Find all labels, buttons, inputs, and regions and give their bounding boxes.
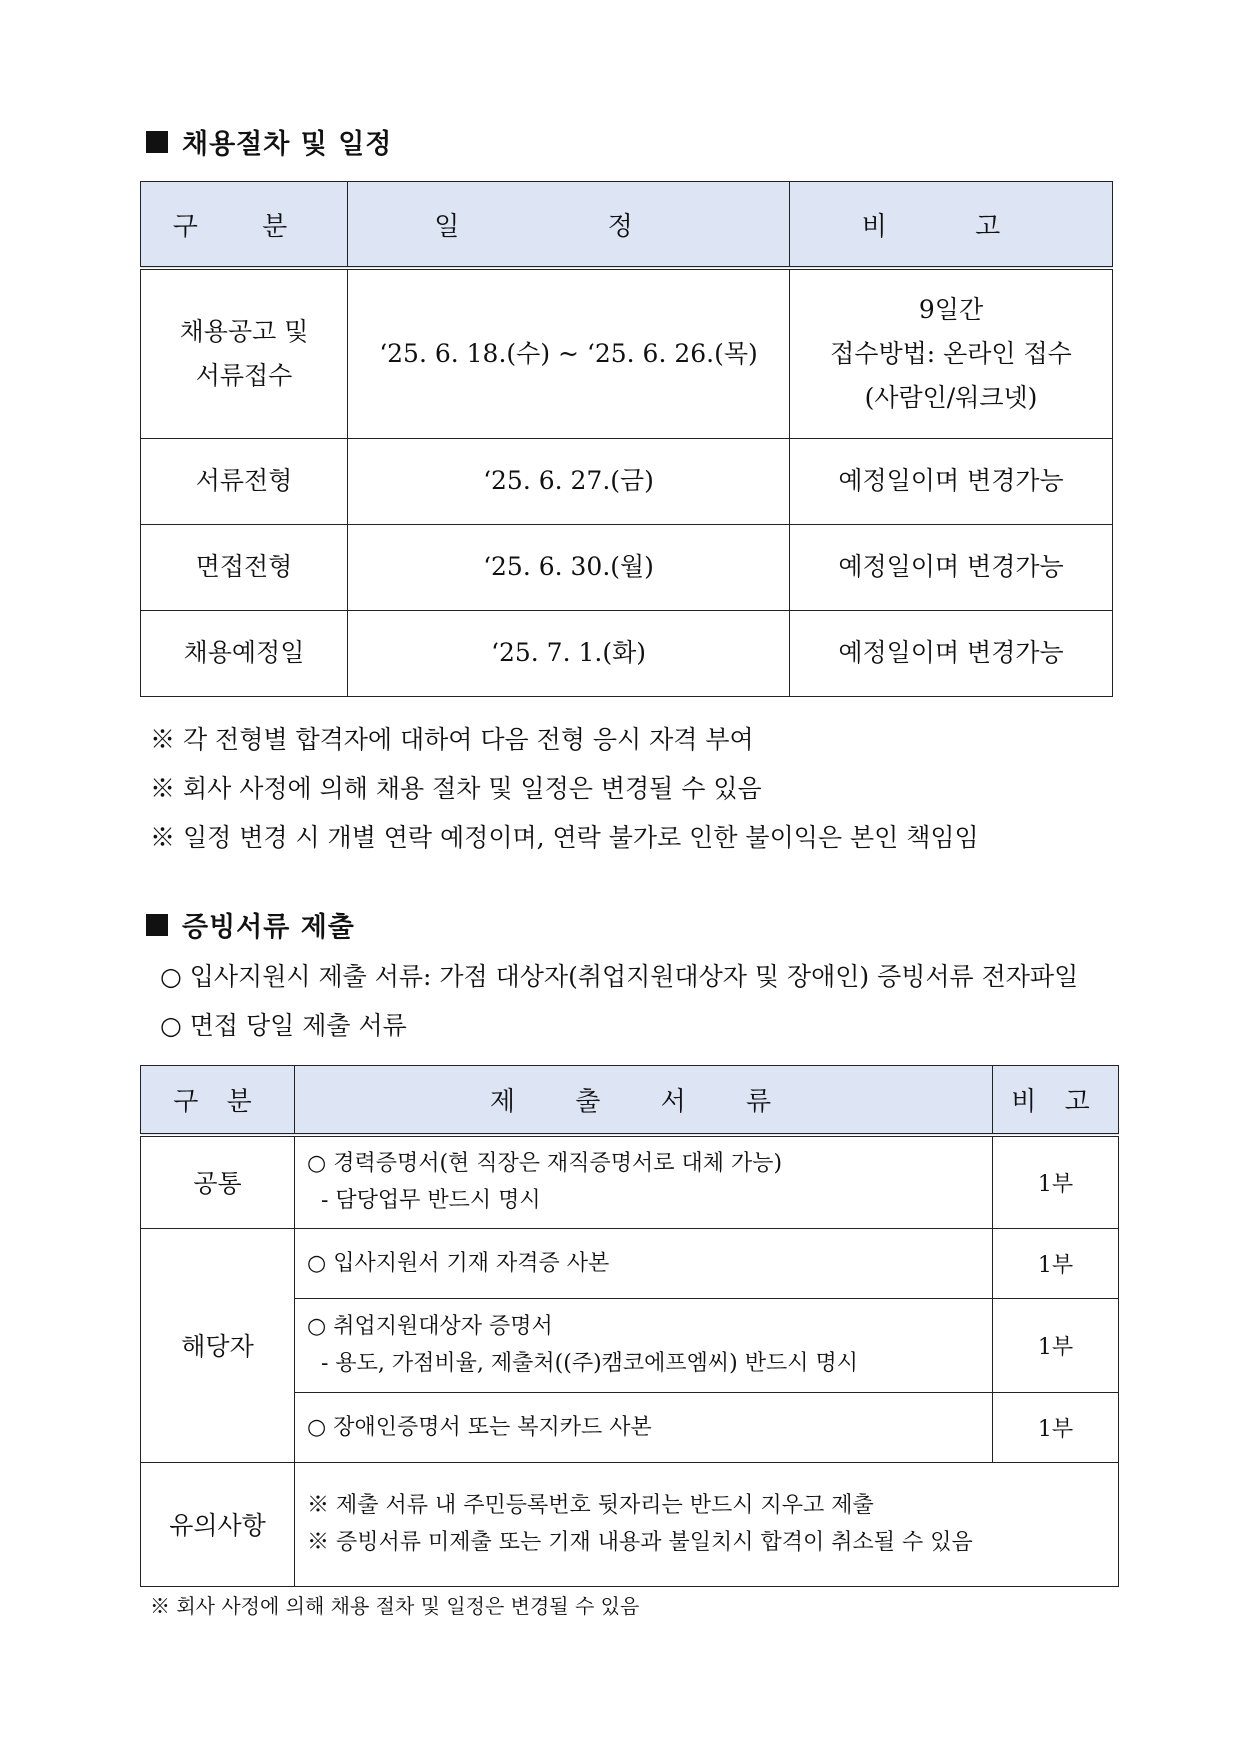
header-category: 구 분 (141, 182, 348, 269)
row-remark: 예정일이며 변경가능 (790, 524, 1113, 610)
row-category: 채용공고 및 서류접수 (141, 268, 348, 438)
document-cell: ○ 장애인증명서 또는 복지카드 사본 (295, 1392, 993, 1462)
documents-table (140, 1065, 1119, 1587)
table-row (141, 438, 1113, 524)
table-row (141, 268, 1113, 438)
quantity-cell: 1부 (993, 1298, 1119, 1392)
black-square-icon (146, 131, 168, 153)
bullet-line: ○ 면접 당일 제출 서류 (160, 1011, 407, 1040)
table-row (141, 1462, 1119, 1586)
section-title-documents: 증빙서류 제출 (146, 905, 355, 944)
table-header-row (141, 1066, 1119, 1136)
schedule-table (140, 181, 1113, 697)
header-schedule: 일 정 (348, 182, 790, 269)
header-documents: 제 출 서 류 (295, 1066, 993, 1136)
document-cell: ○ 취업지원대상자 증명서 - 용도, 가점비율, 제출처((주)캠코에프엠씨) 반드시 명시 (295, 1298, 993, 1392)
header-remark: 비 고 (790, 182, 1113, 269)
row-remark: 9일간 접수방법: 온라인 접수 (사람인/워크넷) (790, 268, 1113, 438)
table-row (141, 610, 1113, 696)
note-line: ※ 각 전형별 합격자에 대하여 다음 전형 응시 자격 부여 (150, 725, 754, 754)
quantity-cell: 1부 (993, 1135, 1119, 1228)
category-common: 공통 (141, 1135, 295, 1228)
header-remark: 비 고 (993, 1066, 1119, 1136)
document-cell: ○ 입사지원서 기재 자격증 사본 (295, 1228, 993, 1298)
table-row (141, 1228, 1119, 1298)
row-category: 채용예정일 (141, 610, 348, 696)
bullet-line: ○ 입사지원시 제출 서류: 가점 대상자(취업지원대상자 및 장애인) 증빙서류 전자파일 (160, 962, 1079, 991)
note-line: ※ 일정 변경 시 개별 연락 예정이며, 연락 불가로 인한 불이익은 본인 책임임 (150, 823, 979, 852)
row-schedule: ‘25. 7. 1.(화) (348, 610, 790, 696)
row-schedule: ‘25. 6. 30.(월) (348, 524, 790, 610)
row-remark: 예정일이며 변경가능 (790, 610, 1113, 696)
row-category: 서류전형 (141, 438, 348, 524)
document-cell: ○ 경력증명서(현 직장은 재직증명서로 대체 가능) - 담당업무 반드시 명시 (295, 1135, 993, 1228)
row-schedule: ‘25. 6. 18.(수) ~ ‘25. 6. 26.(목) (348, 268, 790, 438)
black-square-icon (146, 914, 168, 936)
category-caution: 유의사항 (141, 1462, 295, 1586)
table-row (141, 1135, 1119, 1228)
note-line: ※ 회사 사정에 의해 채용 절차 및 일정은 변경될 수 있음 (150, 774, 762, 803)
table-row (141, 524, 1113, 610)
quantity-cell: 1부 (993, 1228, 1119, 1298)
caution-cell: ※ 제출 서류 내 주민등록번호 뒷자리는 반드시 지우고 제출 ※ 증빙서류 미제출 또는 기재 내용과 불일치시 합격이 취소될 수 있음 (295, 1462, 1119, 1586)
header-category: 구 분 (141, 1066, 295, 1136)
category-applicable: 해당자 (141, 1228, 295, 1462)
table-header-row (141, 182, 1113, 269)
row-category: 면접전형 (141, 524, 348, 610)
footnote: ※ 회사 사정에 의해 채용 절차 및 일정은 변경될 수 있음 (150, 1594, 640, 1618)
row-remark: 예정일이며 변경가능 (790, 438, 1113, 524)
quantity-cell: 1부 (993, 1392, 1119, 1462)
row-schedule: ‘25. 6. 27.(금) (348, 438, 790, 524)
section-title-schedule: 채용절차 및 일정 (146, 122, 392, 161)
